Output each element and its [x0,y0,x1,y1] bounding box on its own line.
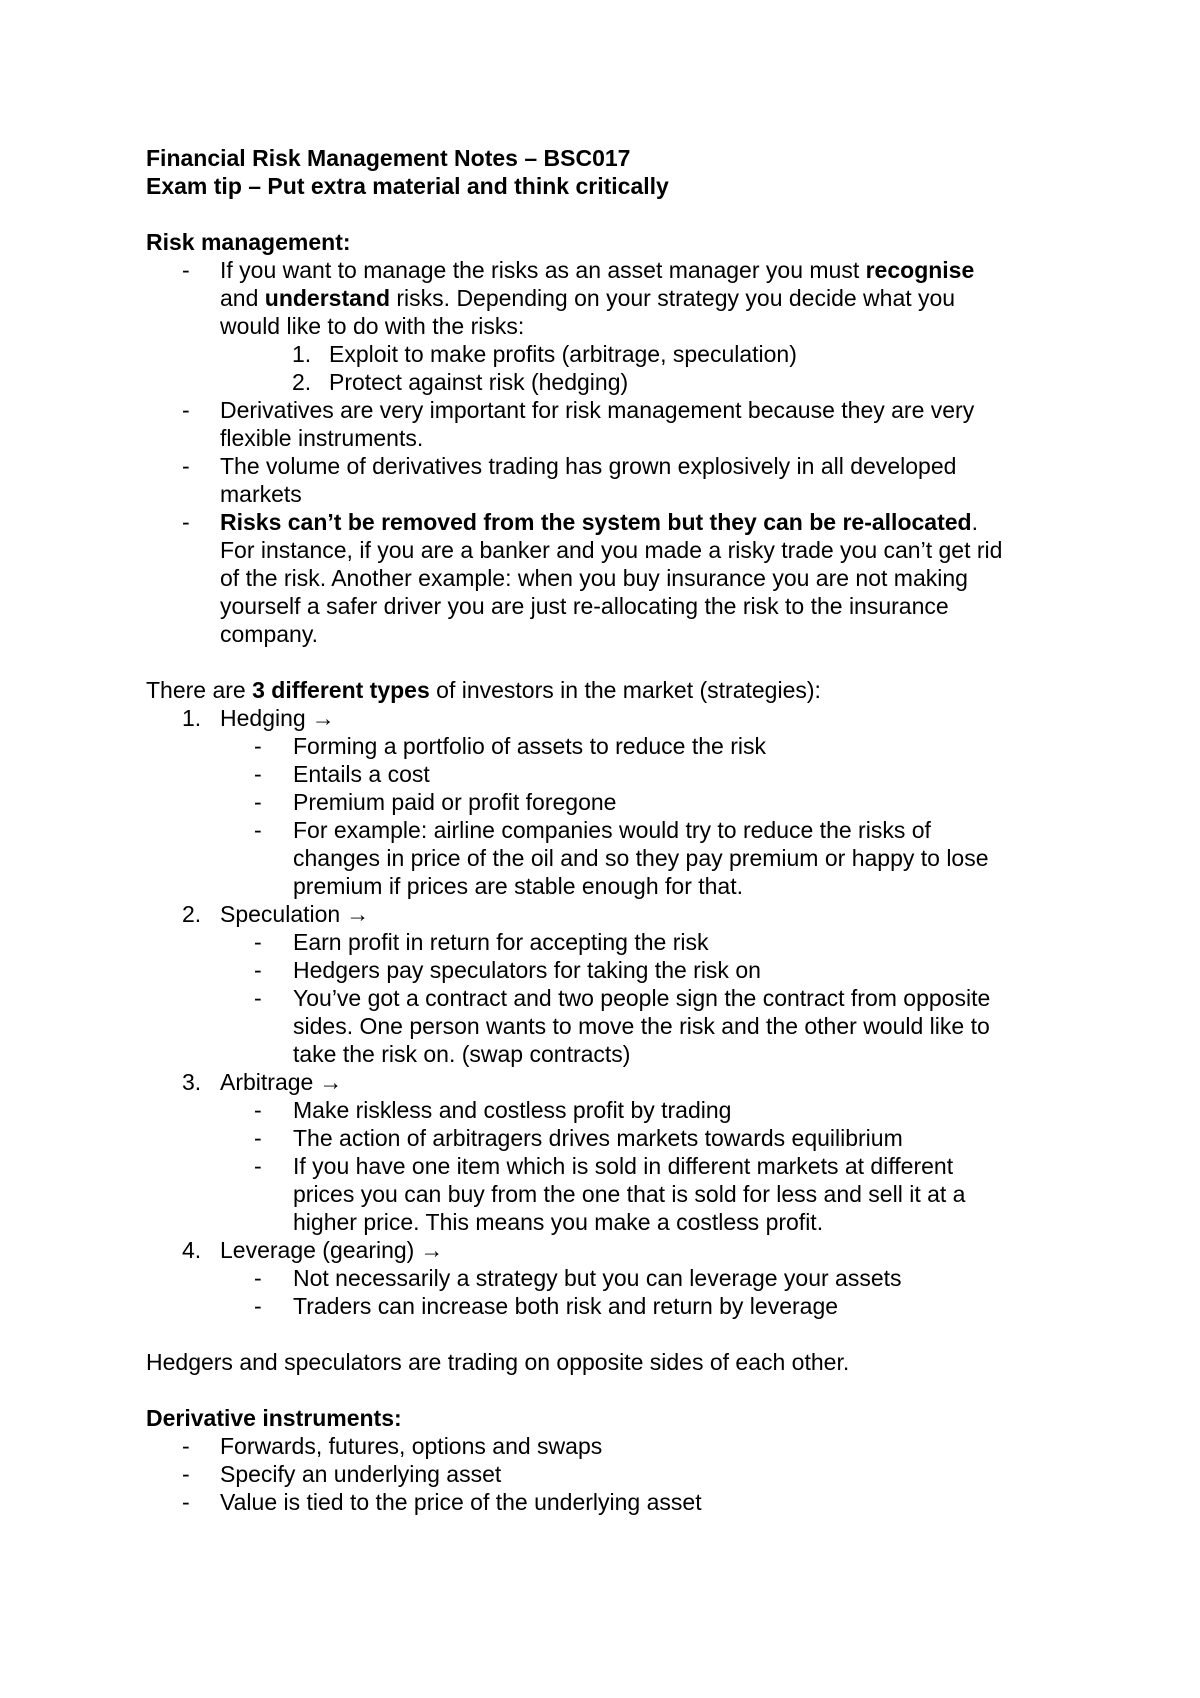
bullet-line: markets [220,481,302,507]
dash-marker: - [254,733,262,759]
dash-marker: - [182,509,190,535]
dash-marker: - [182,453,190,479]
sub-bullet-line [146,872,1066,900]
sub-bullet-line [146,1292,1066,1320]
bold-text-run: Risks can’t be removed from the system but they can be re-allocated [220,509,972,535]
dash-marker: - [254,957,262,983]
bullet-item [146,396,1066,452]
item-text: Protect against risk (hedging) [329,369,629,395]
item-text: Specify an underlying asset [220,1461,502,1487]
bullet-line [146,1460,1066,1488]
bullet-line: For instance, if you are a banker and you made a risky trade you can’t get rid [220,537,1003,563]
bullet-line: company. [220,621,319,647]
spacer [146,1320,1066,1348]
text-run: of investors in the market (strategies): [429,677,821,703]
spacer [146,648,1066,676]
investor-type-label: Leverage (gearing) [220,1237,415,1263]
bullet-line: would like to do with the risks: [220,313,525,339]
text-run: The volume of derivatives trading has grown explosively in all developed [220,453,957,479]
investor-type-heading [146,704,1066,732]
sub-bullet-line [146,1180,1066,1208]
item-text: Value is tied to the price of the underlying asset [220,1489,702,1515]
dash-marker: - [254,1293,262,1319]
sub-bullet-text: Not necessarily a strategy but you can leverage your assets [293,1265,902,1291]
text-run: If you want to manage the risks as an asset manager you must [220,257,866,283]
sub-bullet-line [146,1096,1066,1124]
dash-marker: - [182,1433,190,1459]
derivative-instruments-heading: Derivative instruments: [146,1405,402,1431]
sub-bullet-text: take the risk on. (swap contracts) [293,1041,631,1067]
bold-text-run: understand [264,285,390,311]
sub-bullet-text: premium if prices are stable enough for that. [293,873,744,899]
sub-bullet-line [146,844,1066,872]
dash-marker: - [182,1461,190,1487]
sub-bullet-text: higher price. This means you make a costless profit. [293,1209,824,1235]
sub-bullet-text: prices you can buy from the one that is sold for less and sell it at a [293,1181,966,1207]
text-run: risks. Depending on your strategy you decide what you [390,285,956,311]
dash-marker: - [254,1097,262,1123]
document-title: Financial Risk Management Notes – BSC017 [146,145,631,171]
numbered-subitem [146,368,1066,396]
sub-bullet-line [146,928,1066,956]
text-run: Derivatives are very important for risk management because they are very [220,397,975,423]
right-arrow-icon: → [311,705,335,731]
dash-marker: - [254,1153,262,1179]
sub-bullet-text: changes in price of the oil and so they pay premium or happy to lose [293,845,989,871]
bullet-line [146,284,1066,312]
bullet-item [146,256,1066,396]
sub-bullet-text: Premium paid or profit foregone [293,789,617,815]
sub-bullet-line [146,788,1066,816]
sub-bullet-text: sides. One person wants to move the risk and the other would like to [293,1013,990,1039]
sub-bullet-text: For example: airline companies would try to reduce the risks of [293,817,931,843]
text-run: and [220,285,265,311]
numbered-subitem [146,340,1066,368]
bullet-line [146,396,1066,424]
sub-bullet-text: You’ve got a contract and two people sign the contract from opposite [293,985,991,1011]
sub-bullet-line [146,760,1066,788]
dash-marker: - [182,257,190,283]
sub-bullet-line [146,1124,1066,1152]
hedgers-note: Hedgers and speculators are trading on opposite sides of each other. [146,1349,850,1375]
item-text: Exploit to make profits (arbitrage, speculation) [329,341,797,367]
investor-type-label: Hedging [220,705,306,731]
sub-bullet-line [146,1152,1066,1180]
bullet-item [146,452,1066,508]
bold-text-run: recognise [865,257,975,283]
dash-marker: - [182,397,190,423]
item-number: 2. [292,369,312,395]
bullet-line [146,256,1066,284]
text-run: There are [146,677,253,703]
dash-marker: - [254,761,262,787]
bullet-line: yourself a safer driver you are just re-allocating the risk to the insurance [220,593,949,619]
investor-type-heading [146,1068,1066,1096]
bullet-line: of the risk. Another example: when you buy insurance you are not making [220,565,968,591]
sub-bullet-text: Entails a cost [293,761,430,787]
right-arrow-icon: → [319,1069,343,1095]
sub-bullet-text: Hedgers pay speculators for taking the risk on [293,957,761,983]
dash-marker: - [254,1125,262,1151]
sub-bullet-line [146,1040,1066,1068]
text-run: . [971,509,978,535]
item-number: 3. [182,1069,202,1095]
bullet-line [146,452,1066,480]
investor-type-label: Speculation [220,901,341,927]
bullet-item [146,508,1066,648]
investor-type-heading [146,1236,1066,1264]
bullet-line [146,1432,1066,1460]
sub-bullet-text: If you have one item which is sold in different markets at different [293,1153,954,1179]
spacer [146,1376,1066,1404]
investor-type-label: Arbitrage [220,1069,314,1095]
sub-bullet-line [146,984,1066,1012]
sub-bullet-text: Earn profit in return for accepting the risk [293,929,709,955]
right-arrow-icon: → [420,1237,444,1263]
dash-marker: - [254,929,262,955]
dash-marker: - [254,789,262,815]
item-number: 1. [292,341,312,367]
investor-types-list [146,704,1066,1320]
dash-marker: - [254,817,262,843]
bullet-line: flexible instruments. [220,425,424,451]
dash-marker: - [254,1265,262,1291]
sub-bullet-line [146,1012,1066,1040]
investors-intro [146,676,1066,704]
dash-marker: - [254,985,262,1011]
investor-type-heading [146,900,1066,928]
sub-bullet-line [146,732,1066,760]
risk-management-heading: Risk management: [146,229,351,255]
bullet-line [146,508,1066,536]
sub-bullet-text: Traders can increase both risk and return by leverage [293,1293,839,1319]
sub-bullet-text: Make riskless and costless profit by trading [293,1097,732,1123]
dash-marker: - [182,1489,190,1515]
exam-tip: Exam tip – Put extra material and think critically [146,173,669,199]
item-text: Forwards, futures, options and swaps [220,1433,603,1459]
sub-bullet-line [146,1264,1066,1292]
item-number: 2. [182,901,202,927]
sub-bullet-text: Forming a portfolio of assets to reduce the risk [293,733,766,759]
sub-bullet-line [146,956,1066,984]
bullet-line [146,1488,1066,1516]
item-number: 4. [182,1237,202,1263]
sub-bullet-text: The action of arbitragers drives markets towards equilibrium [293,1125,903,1151]
right-arrow-icon: → [346,901,370,927]
bold-text-run: 3 different types [252,677,430,703]
sub-bullet-line [146,816,1066,844]
document-body [146,144,1066,1516]
sub-bullet-line [146,1208,1066,1236]
spacer [146,200,1066,228]
item-number: 1. [182,705,202,731]
